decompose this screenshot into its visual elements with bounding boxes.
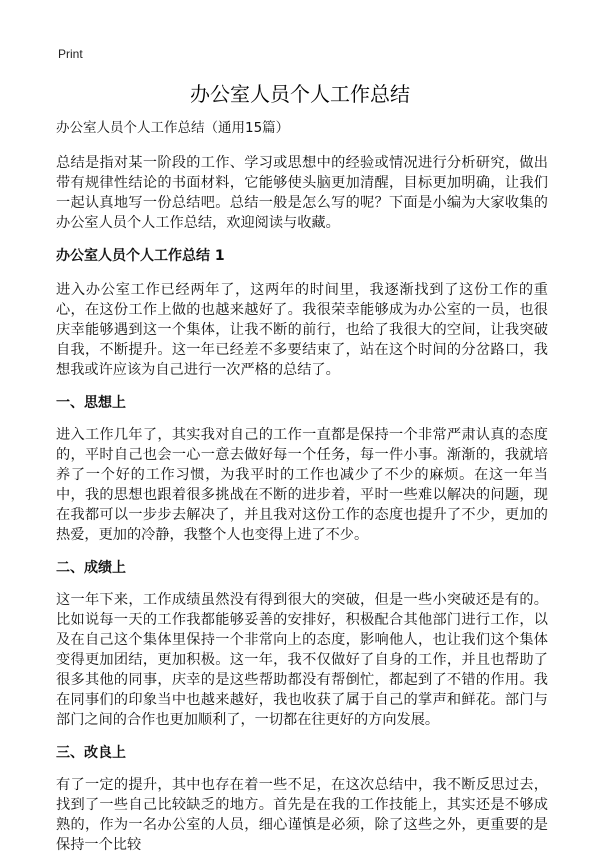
section-paragraph-thought: 进入工作几年了，其实我对自己的工作一直都是保持一个非常严肃认真的态度的，平时自己也会一心一意去做好每一个任务，每一件小事。渐渐的，我就培养了一个好的工作习惯，为我平时的工作也减少了不少的麻烦。在这一年当中，我的思想也跟着很多挑战在不断的进步着，平时一些难以解决的问题，现在我都可以一步步去解决了，并且我对这份工作的态度也提升了不少，更加的热爱，更加的冷静，我整个人也变得上进了不少。: [56, 427, 548, 543]
section-paragraph-achievement: 这一年下来，工作成绩虽然没有得到很大的突破，但是一些小突破还是有的。比如说每一天的工作我都能够妥善的安排好，积极配合其他部门进行工作，以及在自己这个集体里保持一个非常向上的态度，影响他人，也让我们这个集体变得更加团结，更加积极。这一年，我不仅做好了自身的工作，并且也帮助了很多其他的同事，庆幸的是这些帮助都没有帮倒忙，都起到了不错的作用。我在同事们的印象当中也越来越好，我也收获了属于自己的掌声和鲜花。部门与部门之间的合作也更加顺利了，一切都在往更好的方向发展。: [56, 592, 548, 728]
print-link[interactable]: Print: [58, 47, 83, 61]
page-title: 办公室人员个人工作总结: [190, 82, 410, 106]
section-paragraph-improvement: 有了一定的提升，其中也存在着一些不足，在这次总结中，我不断反思过去，找到了一些自己比较缺乏的地方。首先是在我的工作技能上，其实还是不够成熟的，作为一名办公室的人员，细心谨慎是必须，除了这些之外，更重要的是保持一个比较: [56, 777, 548, 853]
article-intro-paragraph: 进入办公室工作已经两年了，这两年的时间里，我逐渐找到了这份工作的重心，在这份工作上做的也越来越好了。我很荣幸能够成为办公室的一员，也很庆幸能够遇到这一个集体，让我不断的前行，也给了我很大的空间，让我突破自我，不断提升。这一年已经差不多要结束了，站在这个时间的分岔路口，我想我或许应该为自己进行一次严格的总结了。: [56, 282, 548, 378]
section-heading-thought: 一、思想上: [56, 395, 126, 411]
section-heading-improvement: 三、改良上: [56, 745, 126, 761]
document-body: [56, 118, 548, 868]
article-heading: 办公室人员个人工作总结 1: [56, 248, 225, 264]
document-subtitle: 办公室人员个人工作总结（通用15篇）: [56, 120, 290, 136]
intro-paragraph: 总结是指对某一阶段的工作、学习或思想中的经验或情况进行分析研究，做出带有规律性结论的书面材料，它能够使头脑更加清醒，目标更加明确，让我们一起认真地写一份总结吧。总结一般是怎么写的呢？下面是小编为大家收集的办公室人员个人工作总结，欢迎阅读与收藏。: [56, 155, 548, 231]
section-heading-achievement: 二、成绩上: [56, 560, 126, 576]
